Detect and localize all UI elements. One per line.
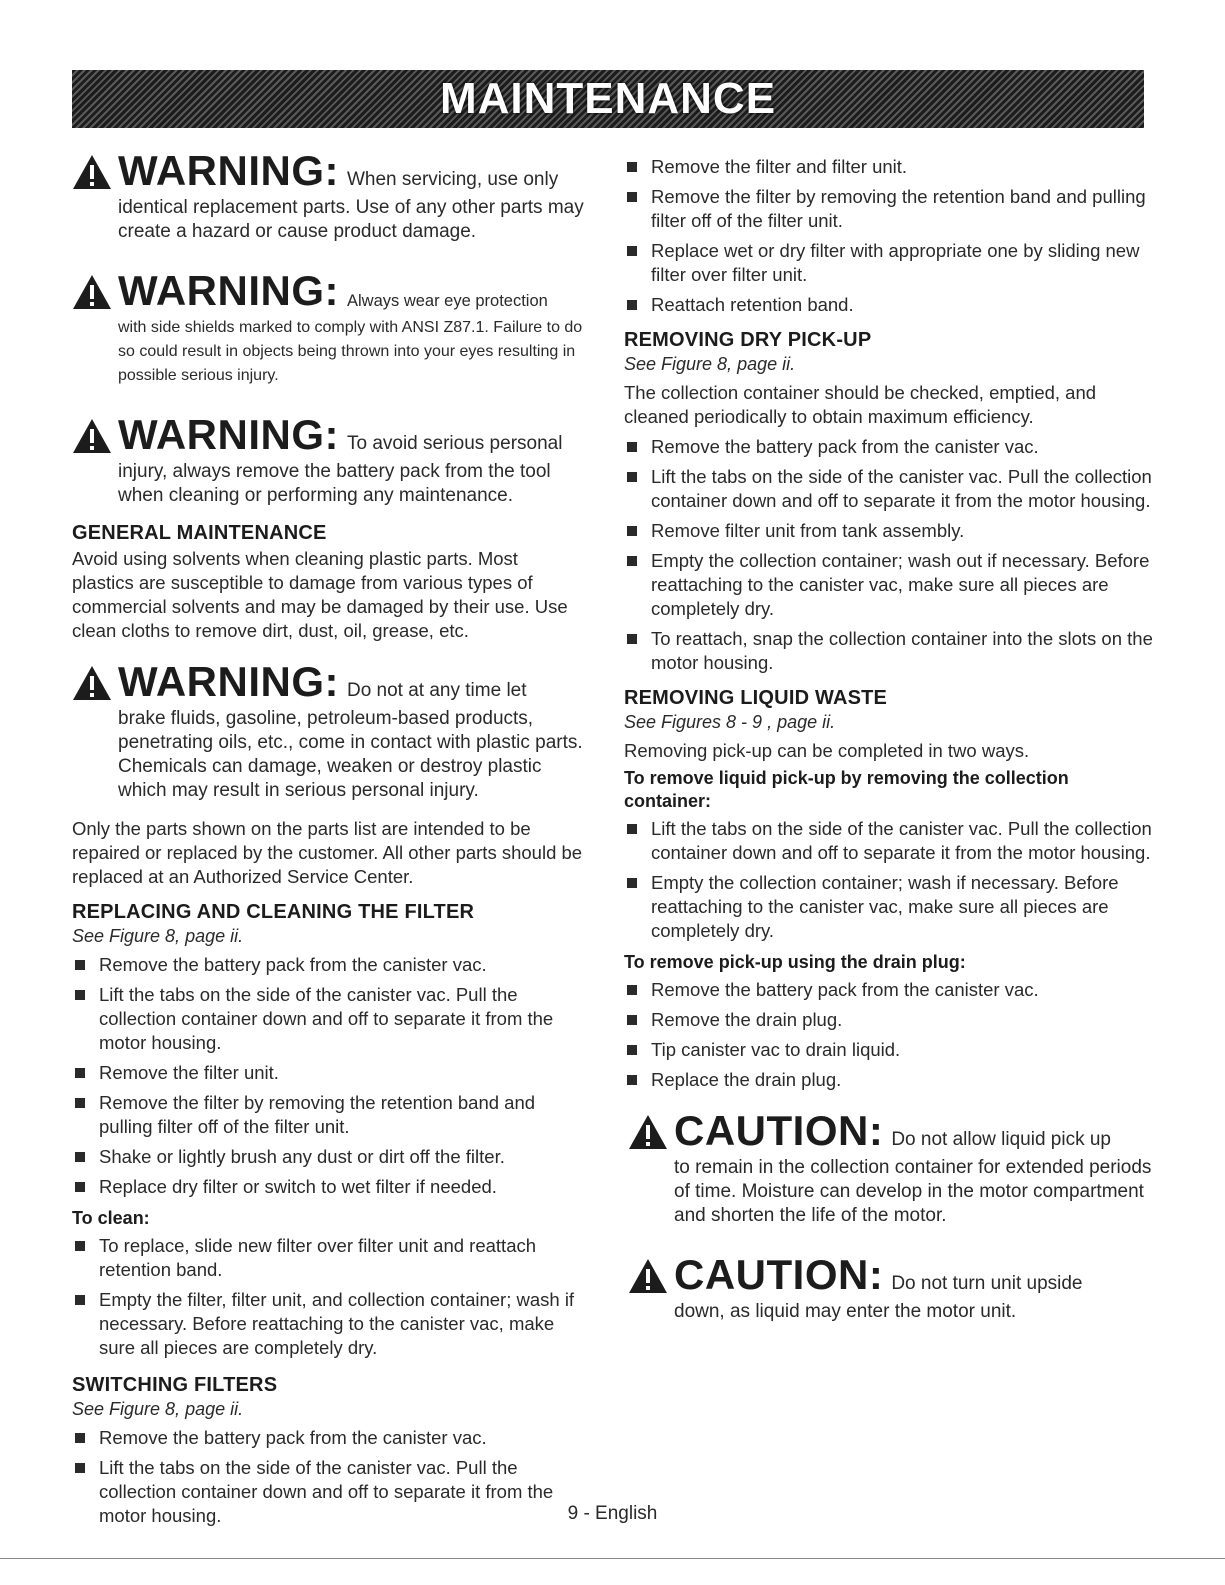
page-number: 9 - English [567,1503,658,1524]
bullet-square-icon [627,526,637,536]
bullet-square-icon [627,246,637,256]
section-heading-switching: SWITCHING FILTERS [72,1374,278,1396]
bullet-square-icon [75,990,85,1000]
warning-body-text: brake fluids, gasoline, petroleum-based products, penetrating oils, etc., come in contact with plastic parts. Chemicals can damage, weaken or destroy plastic which may result in serious personal injury. [118,708,583,801]
bullet-square-icon [75,1068,85,1078]
list-item: To reattach, snap the collection container into the slots on the motor housing. [624,627,1154,675]
list-item: Replace wet or dry filter with appropriate one by sliding new filter over filter unit. [624,239,1154,287]
list-item: Remove the filter by removing the retention band and pulling filter off of the filter unit. [624,185,1154,233]
figure-reference: See Figure 8, page ii. [72,1399,244,1419]
bullet-square-icon [627,1075,637,1085]
caution-body-text: down, as liquid may enter the motor unit. [674,1301,1017,1322]
list-item: Lift the tabs on the side of the canister vac. Pull the collection container down and off to separate it from the motor housing. [72,983,584,1055]
warning-block [72,267,584,388]
list-item: Remove filter unit from tank assembly. [624,519,1154,543]
list-item: Tip canister vac to drain liquid. [624,1038,1154,1062]
bullet-square-icon [627,162,637,172]
bullet-square-icon [627,442,637,452]
list-item: Remove the battery pack from the canister vac. [624,978,1154,1002]
general-maintenance-text: Avoid using solvents when cleaning plastic parts. Most plastics are susceptible to damage from various types of commercial solvents and may be damaged by their use. Use clean cloths to remove dirt, dust, oil, grease, etc. [72,548,568,641]
list-item: Remove the battery pack from the canister vac. [72,953,584,977]
bullet-square-icon [627,985,637,995]
list-item: Shake or lightly brush any dust or dirt off the filter. [72,1145,584,1169]
figure-reference: See Figure 8, page ii. [624,354,796,374]
bullet-square-icon [627,192,637,202]
list-item: Empty the filter, filter unit, and collection container; wash if necessary. Before reattaching to the canister vac, make sure all pieces are completely dry. [72,1288,584,1360]
list-item: Replace dry filter or switch to wet filter if needed. [72,1175,584,1199]
warning-body-text: with side shields marked to comply with ANSI Z87.1. Failure to do so could result in objects being thrown into your eyes resulting in possible serious injury. [118,319,583,384]
caution-body-text: to remain in the collection container for extended periods of time. Moisture can develop in the motor compartment and shorten the life of the motor. [674,1157,1152,1226]
list-item: Remove the filter by removing the retention band and pulling filter off of the filter unit. [72,1091,584,1139]
warning-triangle-icon [72,154,112,190]
list-item: To replace, slide new filter over filter unit and reattach retention band. [72,1234,584,1282]
list-item: Lift the tabs on the side of the canister vac. Pull the collection container down and off to separate it from the motor housing. [624,465,1154,513]
list-item: Empty the collection container; wash out if necessary. Before reattaching to the canister vac, make sure all pieces are completely dry. [624,549,1154,621]
caution-lead-text: Do not turn unit upside [891,1273,1083,1294]
warning-block [72,658,584,803]
filter-steps-list [72,953,584,1199]
list-item: Lift the tabs on the side of the canister vac. Pull the collection container down and off to separate it from the motor housing. [72,1456,584,1528]
parts-list-text: Only the parts shown on the parts list are intended to be repaired or replaced by the customer. All other parts should be replaced at an Authorized Service Center. [72,818,583,887]
figure-reference: See Figure 8, page ii. [72,926,244,946]
page-title: MAINTENANCE [439,74,777,123]
warning-body-text: injury, always remove the battery pack from the tool when cleaning or performing any maintenance. [118,461,551,506]
subheading-drain-plug: To remove pick-up using the drain plug: [624,952,966,972]
list-item: Empty the collection container; wash if necessary. Before reattaching to the canister vac, make sure all pieces are completely dry. [624,871,1154,943]
warning-body-text: identical replacement parts. Use of any other parts may create a hazard or cause product damage. [118,197,584,242]
bullet-square-icon [627,472,637,482]
warning-block [72,411,584,508]
warning-triangle-icon [72,418,112,454]
bullet-square-icon [627,824,637,834]
switching-steps-continued-list [624,155,1154,317]
list-item: Remove the drain plug. [624,1008,1154,1032]
bullet-square-icon [75,960,85,970]
list-item: Remove the filter and filter unit. [624,155,1154,179]
warning-block [72,147,584,244]
dry-pickup-text: The collection container should be checked, emptied, and cleaned periodically to obtain maximum efficiency. [624,382,1097,427]
warning-label: WARNING: [118,147,339,194]
drain-plug-steps-list [624,978,1154,1092]
warning-triangle-icon [72,274,112,310]
section-heading-filter: REPLACING AND CLEANING THE FILTER [72,901,475,923]
warning-triangle-icon [628,1114,668,1150]
bullet-square-icon [627,1045,637,1055]
list-item: Remove the battery pack from the canister vac. [624,435,1154,459]
bullet-square-icon [75,1182,85,1192]
list-item: Remove the filter unit. [72,1061,584,1085]
list-item: Reattach retention band. [624,293,1154,317]
caution-lead-text: Do not allow liquid pick up [891,1129,1111,1150]
bullet-square-icon [627,300,637,310]
liquid-waste-text: Removing pick-up can be completed in two ways. [624,740,1030,761]
liquid-collection-steps-list [624,817,1154,943]
section-banner [72,70,1144,128]
warning-triangle-icon [72,665,112,701]
bullet-square-icon [75,1241,85,1251]
section-heading-general: GENERAL MAINTENANCE [72,522,327,544]
warning-lead-text: When servicing, use only [346,169,559,190]
dry-pickup-steps-list [624,435,1154,675]
caution-label: CAUTION: [674,1251,884,1298]
warning-lead-text: Always wear eye protection [346,291,548,310]
list-item: Remove the battery pack from the canister vac. [72,1426,584,1450]
bullet-square-icon [627,878,637,888]
bullet-square-icon [75,1295,85,1305]
warning-lead-text: To avoid serious personal [346,433,563,454]
bullet-square-icon [75,1463,85,1473]
warning-triangle-icon [628,1258,668,1294]
caution-block [628,1251,1154,1324]
caution-block [628,1107,1154,1228]
section-heading-liquid-waste: REMOVING LIQUID WASTE [624,687,888,709]
warning-label: WARNING: [118,267,339,314]
left-column [72,147,584,1536]
section-heading-dry-pickup: REMOVING DRY PICK-UP [624,329,872,351]
warning-label: WARNING: [118,658,339,705]
figure-reference: See Figures 8 - 9 , page ii. [624,712,836,732]
subheading-to-clean: To clean: [72,1208,150,1228]
bullet-square-icon [75,1098,85,1108]
subheading-collection-container: To remove liquid pick-up by removing the collection container: [624,768,1069,811]
bullet-square-icon [627,634,637,644]
bullet-square-icon [75,1433,85,1443]
right-column [624,155,1154,1350]
page-edge-divider [0,1558,1225,1559]
list-item: Replace the drain plug. [624,1068,1154,1092]
bullet-square-icon [627,556,637,566]
bullet-square-icon [627,1015,637,1025]
caution-label: CAUTION: [674,1107,884,1154]
list-item: Lift the tabs on the side of the canister vac. Pull the collection container down and off to separate it from the motor housing. [624,817,1154,865]
bullet-square-icon [75,1152,85,1162]
warning-label: WARNING: [118,411,339,458]
clean-steps-list [72,1234,584,1360]
warning-lead-text: Do not at any time let [346,680,527,701]
